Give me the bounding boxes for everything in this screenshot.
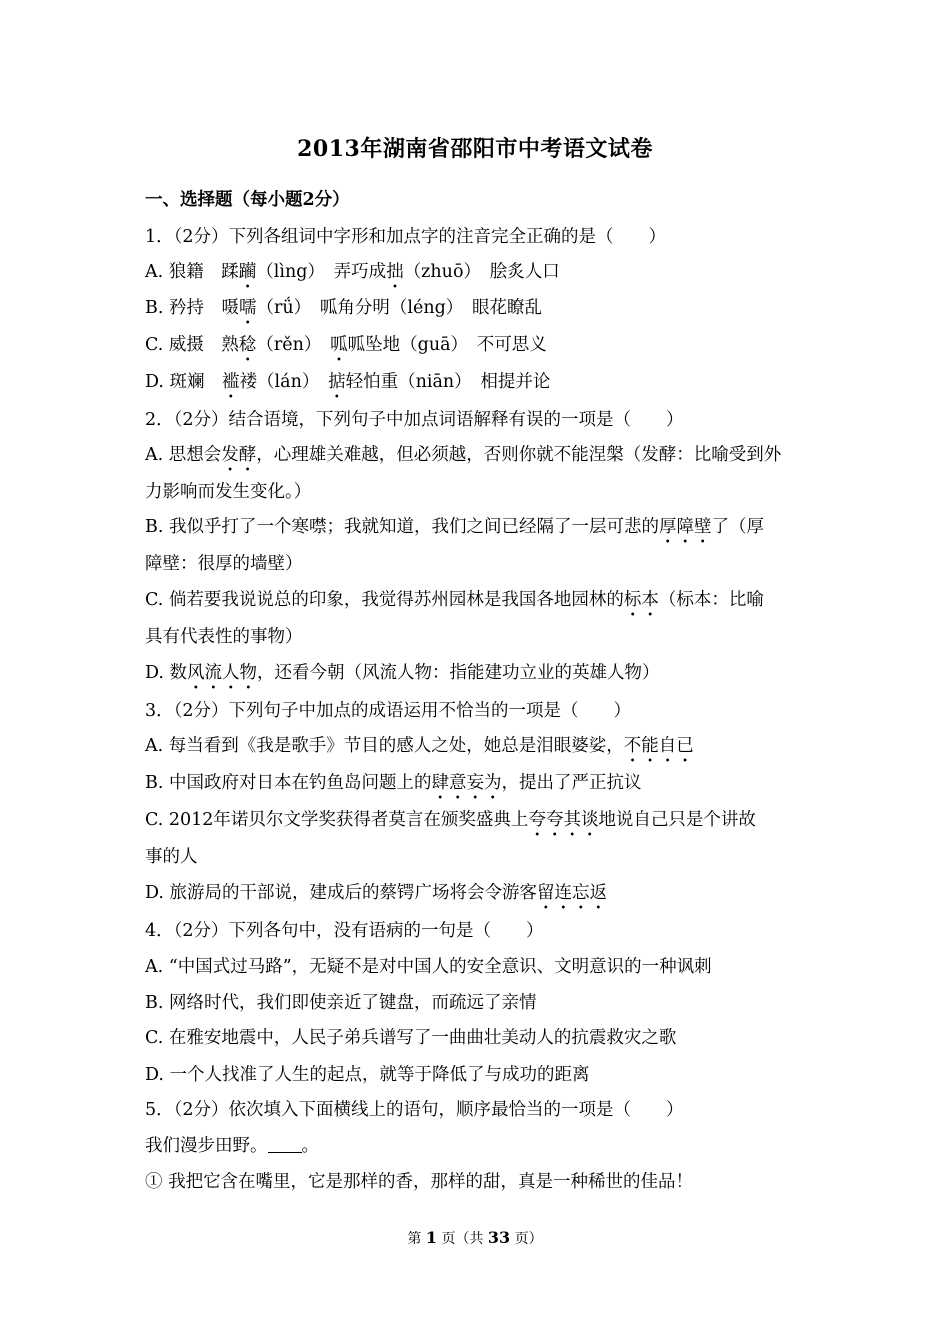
dotted-char: 肆	[431, 773, 449, 793]
q2-option-b-cont: 障壁：很厚的墙壁）	[145, 554, 303, 574]
dotted-char: 酵	[238, 445, 257, 465]
q3-option-c-cont: 事的人	[145, 847, 198, 867]
dotted-char: 稔	[238, 335, 257, 355]
fill-blank	[268, 1134, 302, 1153]
q2-option-a-cont: 力影响而发生变化。）	[145, 482, 312, 502]
dotted-char: 标	[623, 590, 642, 610]
dotted-char: 不	[623, 736, 642, 756]
dotted-char: 物	[239, 663, 258, 683]
dotted-char: 掂	[328, 372, 346, 392]
dotted-char: 夸	[528, 810, 546, 830]
dotted-char: 拙	[386, 262, 404, 282]
page-total: 33	[487, 1228, 511, 1247]
dotted-char: 本	[641, 590, 659, 610]
dotted-char: 自	[658, 736, 677, 756]
dotted-char: 障	[676, 517, 694, 537]
q2-stem: 2．（2分）结合语境，下列句子中加点词语解释有误的一项是（ ）	[145, 410, 684, 430]
dotted-char: 风	[187, 663, 205, 683]
q4-option-c: C. 在雅安地震中，人民子弟兵谱写了一曲曲壮美动人的抗震救灾之歌	[145, 1028, 677, 1048]
q5-stem: 5．（2分）依次填入下面横线上的语句，顺序最恰当的一项是（ ）	[145, 1100, 684, 1120]
q1-option-c: C. 威摄 熟稔（rěn） 呱呱坠地（guā） 不可思义	[145, 335, 547, 355]
q2-option-d: D. 数风流人物，还看今朝（风流人物：指能建功立业的英雄人物）	[145, 663, 660, 683]
q4-option-b: B. 网络时代，我们即使亲近了键盘，而疏远了亲情	[145, 993, 537, 1013]
dotted-char: 夸	[545, 810, 564, 830]
dotted-char: 忘	[572, 883, 590, 903]
dotted-char: 流	[204, 663, 223, 683]
dotted-char: 人	[222, 663, 240, 683]
q5-context: 我们漫步田野。 。	[145, 1136, 319, 1156]
dotted-char: 呱	[330, 335, 348, 355]
q2-option-a: A. 思想会发酵，心理雄关难越，但必须越，否则你就不能涅槃（发酵：比喻受到外	[145, 445, 782, 465]
q3-option-b: B. 中国政府对日本在钓鱼岛问题上的肆意妄为，提出了严正抗议	[145, 773, 642, 793]
q5-item-1: ① 我把它含在嘴里，它是那样的香，那样的甜，真是一种稀世的佳品！	[145, 1172, 694, 1192]
q4-option-d: D. 一个人找准了人生的起点，就等于降低了与成功的距离	[145, 1065, 590, 1085]
q3-option-d: D. 旅游局的干部说，建成后的蔡锷广场将会令游客留连忘返	[145, 883, 608, 903]
dotted-char: 发	[221, 445, 239, 465]
q2-option-c-cont: 具有代表性的事物）	[145, 627, 303, 647]
q1-stem: 1．（2分）下列各组词中字形和加点字的注音完全正确的是（ ）	[145, 227, 667, 247]
q4-stem: 4．（2分）下列各句中，没有语病的一句是（ ）	[145, 921, 544, 941]
dotted-char: 能	[641, 736, 659, 756]
q1-option-d: D. 斑斓 褴褛（lán） 掂轻怕重（niān） 相提并论	[145, 372, 551, 392]
dotted-char: 返	[589, 883, 608, 903]
q3-stem: 3．（2分）下列句子中加点的成语运用不恰当的一项是（ ）	[145, 701, 632, 721]
dotted-char: 嚅	[239, 298, 257, 318]
page-number: 1	[425, 1228, 437, 1247]
q4-option-a: A. “中国式过马路”，无疑不是对中国人的安全意识、文明意识的一种讽刺	[145, 957, 712, 977]
dotted-char: 谈	[580, 810, 599, 830]
dotted-char: 连	[554, 883, 573, 903]
dotted-char: 壁	[693, 517, 712, 537]
dotted-char: 为	[484, 773, 502, 793]
dotted-char: 厚	[658, 517, 677, 537]
dotted-char: 意	[449, 773, 467, 793]
q2-option-b: B. 我似乎打了一个寒噤；我就知道，我们之间已经隔了一层可悲的厚障壁了（厚	[145, 517, 764, 537]
q1-option-a: A. 狼籍 蹂躏（lìng） 弄巧成拙（zhuō） 脍炙人口	[145, 262, 560, 282]
dotted-char: 留	[537, 883, 555, 903]
dotted-char: 躏	[238, 262, 257, 282]
section-heading: 一、选择题（每小题2分）	[145, 190, 350, 210]
dotted-char: 妄	[466, 773, 484, 793]
dotted-char: 已	[676, 736, 694, 756]
q3-option-c: C. 2012年诺贝尔文学奖获得者莫言在颁奖盛典上夸夸其谈地说自己只是个讲故	[145, 810, 756, 830]
q1-option-b: B. 矜持 嗫嚅（rǘ） 呱角分明（léng） 眼花瞭乱	[145, 298, 543, 318]
q3-option-a: A. 每当看到《我是歌手》节目的感人之处，她总是泪眼婆娑，不能自已	[145, 736, 694, 756]
page-footer: 第 1 页（共 33 页）	[407, 1228, 543, 1247]
dotted-char: 褴	[222, 372, 240, 392]
q2-option-c: C. 倘若要我说说总的印象，我觉得苏州园林是我国各地园林的标本（标本：比喻	[145, 590, 764, 610]
dotted-char: 其	[563, 810, 581, 830]
page-title: 2013年湖南省邵阳市中考语文试卷	[297, 136, 653, 162]
